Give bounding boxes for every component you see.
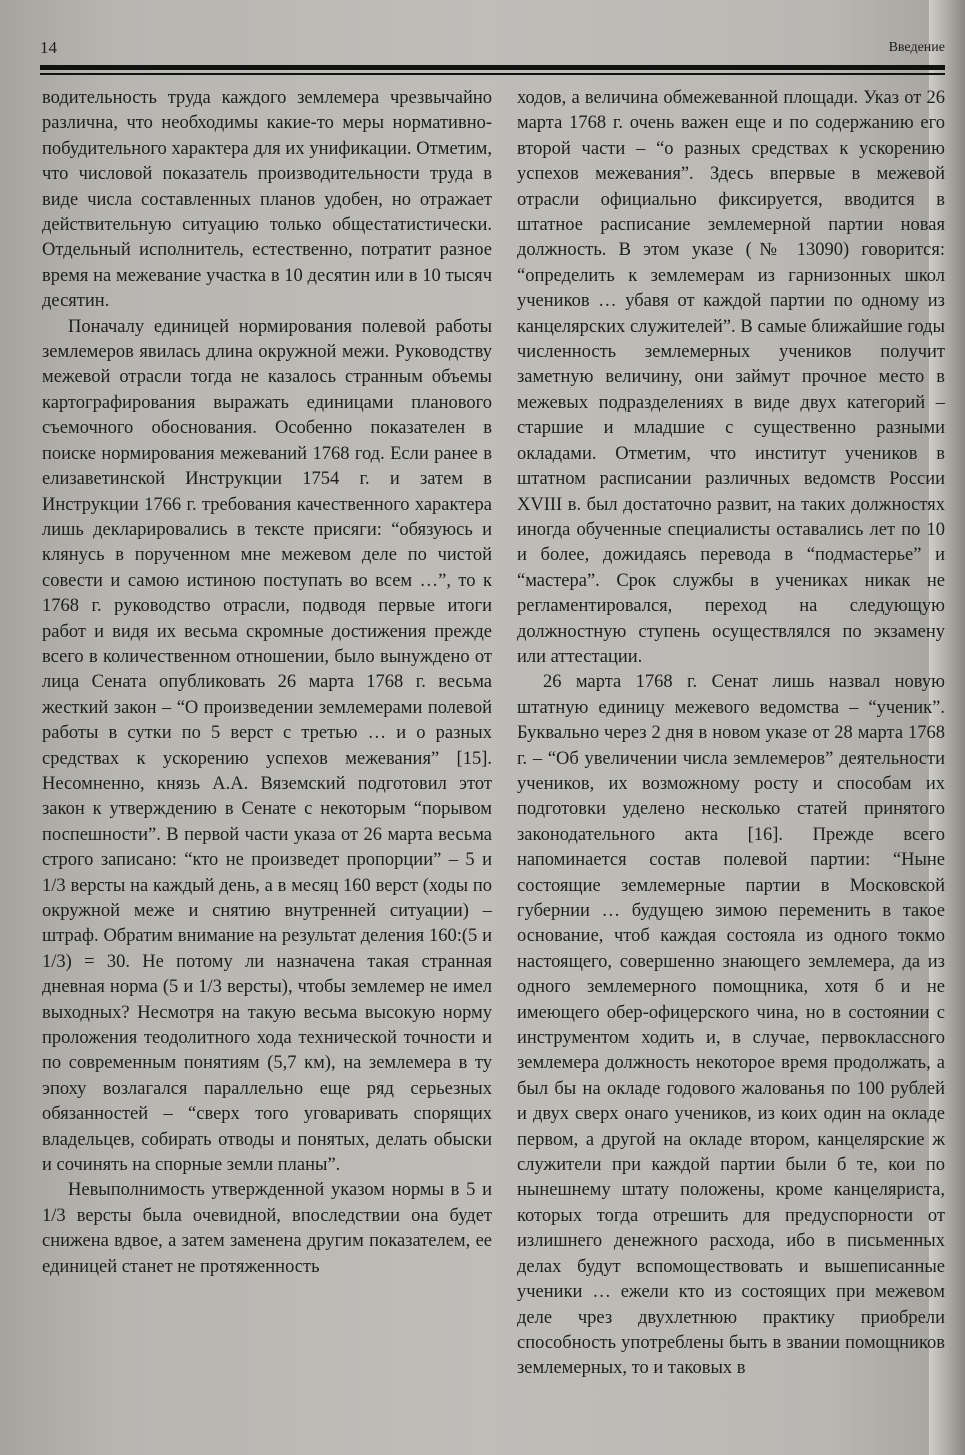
- paragraph: ходов, а величина обмежеванной площади. Указ от 26 марта 1768 г. очень важен еще и по содержанию его второй части – “о разных средствах к ускорению успехов межевания”. Здесь впервые в межевой отрасли официально фиксируется, вводится в штатное расписание землемерной партии новая должность. В этом указе (№ 13090) говорится: “определить к землемерам из гарнизонных школ учеников … убавя от каждой партии по одному из канцелярских служителей”. В самые ближайшие годы численность землемерных учеников получит заметную величину, они займут прочное место в межевых подразделениях в виде двух категорий – старшие и младшие с существенно разными окладами. Отметим, что институт учеников в штатном расписании различных ведомств России XVIII в. был достаточно развит, на таких должностях иногда обученные специалисты оставались лет по 10 и более, дожидаясь перевода в “подмастерье” и “мастера”. Срок службы в учениках никак не регламентировался, переход на следующую должностную ступень осуществлялся по экзамену или аттестации.: [517, 88, 945, 667]
- page-number: 14: [40, 38, 57, 57]
- running-head: Введение: [888, 40, 945, 55]
- paragraph: 26 марта 1768 г. Сенат лишь назвал новую штатную единицу межевого ведомства – “ученик”. Буквально через 2 дня в новом указе от 28 марта 1768 г. – “Об увеличении числа землемеров” деятельности учеников, их возможному росту и способам их подготовки уделено несколько статей принятого законодательного акта [16]. Прежде всего напоминается состав полевой партии: “Ныне состоящие землемерные партии в Московской губернии … будущею зимою переменить в такое основание, чтоб каждая состояла из одного токмо настоящего, совершенно знающего землемера, да из одного землемерного помощника, хотя б и не имеющего обер-офицерского чина, но в состоянии с инструментом ходить и, в случае, первоклассного землемера должность некоторое время продолжать, а был бы на окладе годового жалованья по 100 рублей и двух сверх онаго учеников, из коих один на окладе первом, а другой на окладе втором, канцелярские ж служители при каждой партии были б те, кои по нынешнему штату положены, кроме канцеляриста, которых тогда отрешить для предуспорности от излишнего денежного расхода, ибо в письменных делах будут вспомоществовать и вышеписанные ученики … ежели кто из состоящих при межевом деле чрез двухлетнюю практику приобрели способность употреблены быть в звании помощников землемерных, то и таковых в: [517, 672, 945, 1379]
- left-column: [42, 86, 492, 1280]
- header-rule-thick: [40, 65, 945, 70]
- header-rule-thin: [40, 73, 945, 75]
- right-column: [517, 86, 945, 1382]
- paragraph: Невыполнимость утвержденной указом нормы в 5 и 1/3 версты была очевидной, впоследствии она будет снижена вдвое, а затем заменена другим показателем, ее единицей станет не протяженность: [42, 1180, 492, 1277]
- paragraph: Поначалу единицей нормирования полевой работы землемеров явилась длина окружной межи. Руководству межевой отрасли тогда не казалось странным объемы картографирования выражать единицами планового съемочного обоснования. Особенно показателен в поиске нормирования межеваний 1768 год. Если ранее в елизаветинской Инструкции 1754 г. и затем в Инструкции 1766 г. требования качественного характера лишь декларировались в тексте присяги: “обязуюсь и клянусь в порученном мне межевом деле по чистой совести и самою истиною поступать во всем …”, то к 1768 г. руководство отрасли, подводя первые итоги работ и видя их весьма скромные достижения прежде всего в количественном отношении, было вынуждено от лица Сената опубликовать 26 марта 1768 г. весьма жесткий закон – “О произведении землемерами полевой работы в сутки по 5 верст с третью … и о разных средствах к ускорению успехов межевания” [15]. Несомненно, князь А.А. Вяземский подготовил этот закон к утверждению в Сенате с некоторым “порывом поспешности”. В первой части указа от 26 марта весьма строго записано: “кто не произведет пропорции” – 5 и 1/3 версты на каждый день, а в месяц 160 верст (ходы по окружной меже и снятию внутренней ситуации) – штраф. Обратим внимание на результат деления 160:(5 и 1/3) = 30. Не потому ли назначена такая странная дневная норма (5 и 1/3 версты), чтобы землемер не имел выходных? Несмотря на такую весьма высокую норму проложения теодолитного хода технической точности и по современным понятиям (5,7 км), на землемера в ту эпоху возлагался параллельно еще ряд серьезных обязанностей – “сверх того уговаривать спорящих владельцев, собирать отводы и понятых, делать обыски и сочинять на спорные земли планы”.: [42, 316, 492, 1176]
- paragraph: водительность труда каждого землемера чрезвычайно различна, что необходимы какие-то меры нормативно-побудительного характера для их унификации. Отметим, что числовой показатель производительности труда в виде числа составленных планов удобен, но отражает действительную ситуацию только общестатистически. Отдельный исполнитель, естественно, потратит разное время на межевание участка в 10 десятин или в 10 тысяч десятин.: [42, 88, 492, 312]
- page-header: [40, 38, 945, 62]
